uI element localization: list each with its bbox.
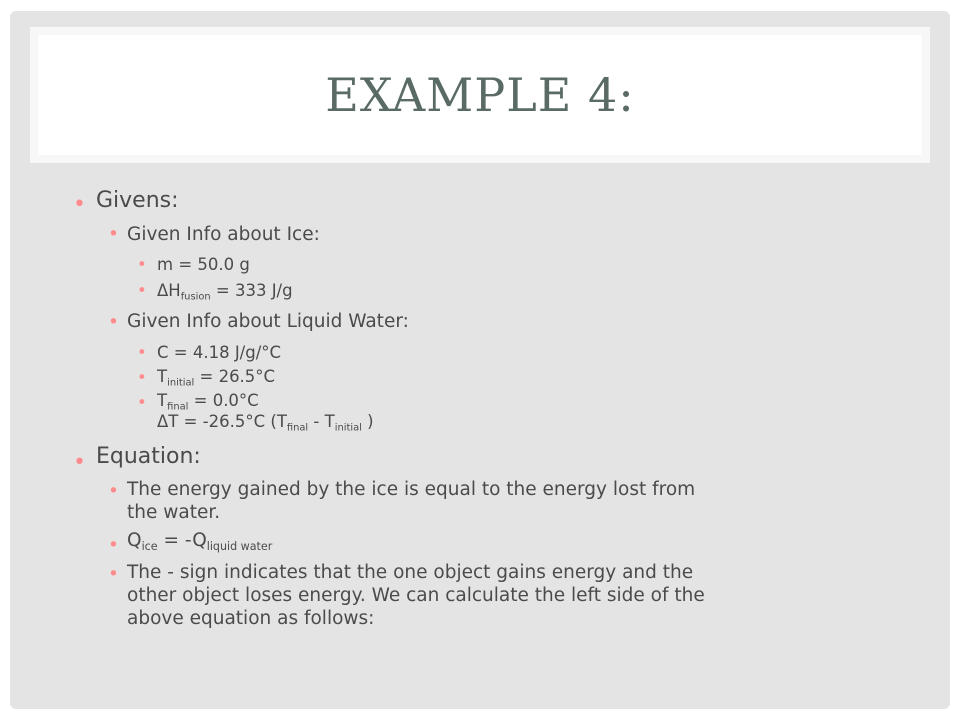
bullet-dot: • <box>108 481 119 502</box>
delta-t: ΔT = -26.5°C ($T_{final} - T_{initial}$ ) <box>157 412 374 434</box>
t-initial: $T_{initial} = 26.5^\circ C$ <box>157 367 276 389</box>
sign-note-line-2: other object loses energy. We can calculate the left side of the <box>127 585 705 606</box>
t-final: $T_{final} = 0.0^\circ C$ <box>157 391 259 413</box>
sign-note-line-1: The - sign indicates that the one object gains energy and the <box>127 562 694 583</box>
bullet-dot: • <box>108 564 119 585</box>
ice-mass: m = 50.0 g <box>157 255 250 274</box>
sign-note-line-3: above equation as follows: <box>127 608 375 629</box>
equation-line-1b: the water. <box>127 502 221 523</box>
water-specific-heat: C = 4.18 J/g/°C <box>157 343 282 362</box>
bullet-dot: • <box>108 312 119 333</box>
bullet-dot: • <box>108 535 119 556</box>
bullet-dot: • <box>108 224 119 245</box>
bullet-dot: • <box>137 393 147 412</box>
bullet-dot: • <box>137 343 147 362</box>
ice-header: Given Info about Ice: <box>127 224 320 245</box>
bullet-dot: • <box>137 368 147 387</box>
water-header: Given Info about Liquid Water: <box>127 311 409 332</box>
equation-heading: Equation: <box>96 444 201 469</box>
givens-heading: Givens: <box>96 188 179 213</box>
ice-delta-h: $\Delta H_{fusion} = 333$ J/g <box>157 281 293 303</box>
bullet-dot: • <box>137 281 147 300</box>
q-equation: $Q_{ice} = -Q_{liquid water}$ <box>127 530 273 553</box>
bullet-dot: • <box>73 192 86 217</box>
slide-title: EXAMPLE 4: <box>325 68 635 122</box>
equation-line-1: The energy gained by the ice is equal to the energy lost from <box>127 479 696 500</box>
bullet-dot: • <box>73 450 86 475</box>
bullet-dot: • <box>137 255 147 274</box>
